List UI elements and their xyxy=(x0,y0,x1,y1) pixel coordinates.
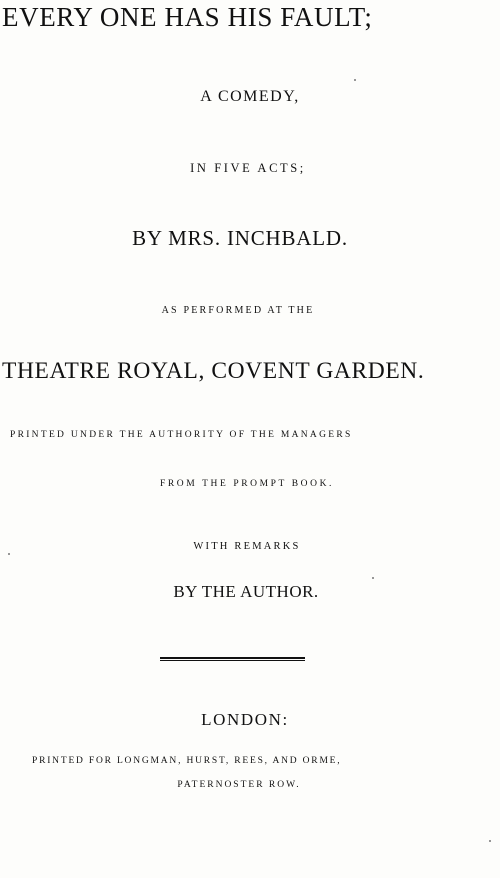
acts-line: IN FIVE ACTS; xyxy=(190,161,306,175)
remarks-line: WITH REMARKS xyxy=(193,541,301,552)
ink-speck xyxy=(8,553,10,555)
ink-speck xyxy=(372,577,374,579)
author-line: BY MRS. INCHBALD. xyxy=(132,226,348,250)
printer-line: PRINTED FOR LONGMAN, HURST, REES, AND ORME, xyxy=(32,756,342,766)
ink-speck xyxy=(354,79,356,81)
genre-line: A COMEDY, xyxy=(200,88,300,105)
decorative-rule xyxy=(160,657,305,661)
address-line: PATERNOSTER ROW. xyxy=(177,780,301,790)
book-title: EVERY ONE HAS HIS FAULT; xyxy=(2,2,373,32)
prompt-book-line: FROM THE PROMPT BOOK. xyxy=(159,479,335,489)
remarks-author-line: BY THE AUTHOR. xyxy=(173,582,319,601)
city-line: LONDON: xyxy=(201,710,289,729)
authority-line: PRINTED UNDER THE AUTHORITY OF THE MANAGERS xyxy=(10,430,353,440)
performed-at-line: AS PERFORMED AT THE xyxy=(161,305,315,316)
theatre-line: THEATRE ROYAL, COVENT GARDEN. xyxy=(2,358,425,384)
ink-speck xyxy=(489,840,491,842)
